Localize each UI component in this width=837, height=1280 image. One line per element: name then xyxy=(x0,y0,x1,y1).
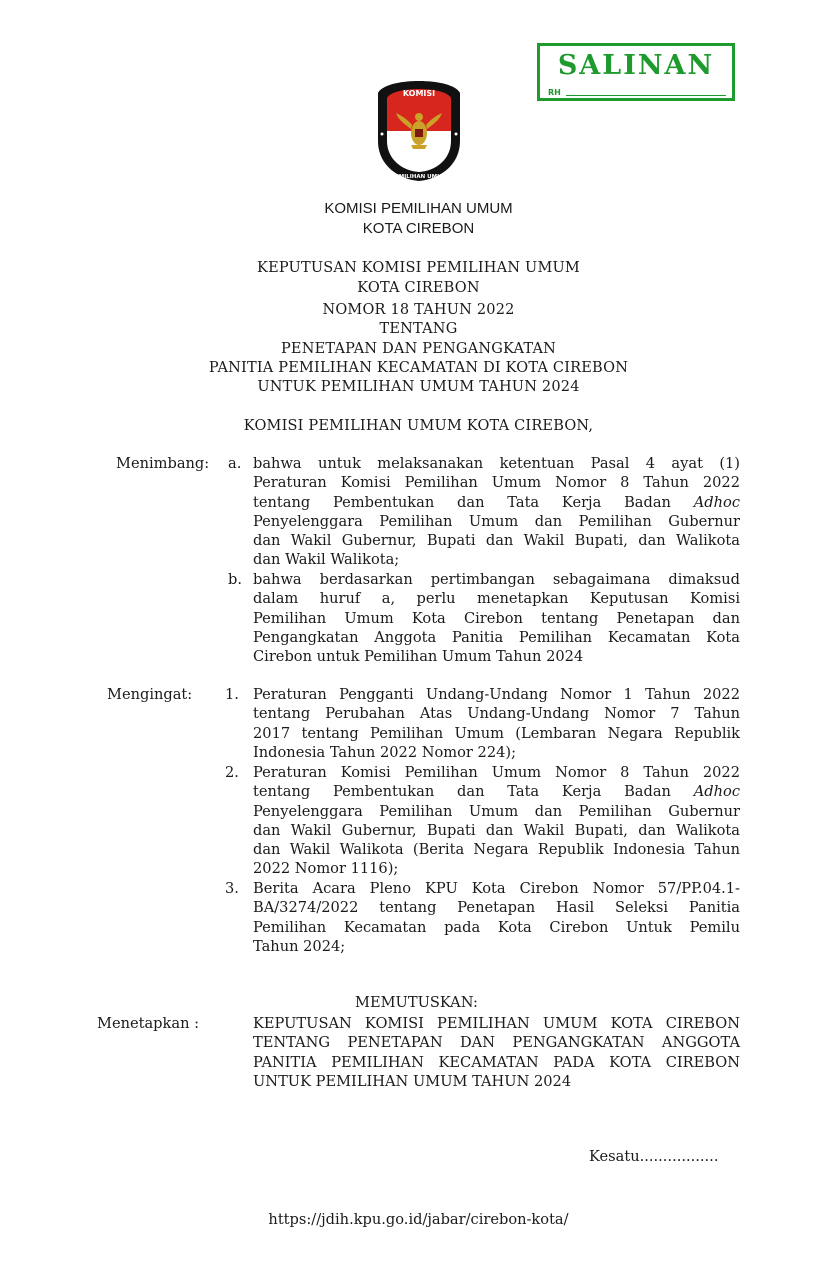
stamp-signature-line xyxy=(566,95,726,96)
text-line: 2022 Nomor 1116); xyxy=(253,860,399,878)
decree-number: NOMOR 18 TAHUN 2022 xyxy=(322,302,515,318)
stamp-text: SALINAN xyxy=(557,50,715,81)
issuing-authority: KOMISI PEMILIHAN UMUM KOTA CIREBON, xyxy=(243,418,594,434)
text-line: Penyelenggara Pemilihan Umum dan Pemilihan Gubernur xyxy=(253,512,740,530)
text-line: dan Wakil Gubernur, Bupati dan Wakil Bupati, dan Walikota xyxy=(253,821,740,839)
footer-url-link[interactable]: https://jdih.kpu.go.id/jabar/cirebon-kota/ xyxy=(268,1211,569,1228)
item-marker: 1. xyxy=(225,686,239,703)
item-marker: 2. xyxy=(225,764,239,781)
decree-title-line: PENETAPAN DAN PENGANGKATAN xyxy=(280,341,557,357)
continuation-marker: Kesatu................. xyxy=(589,1148,719,1165)
mengingat-item-3 xyxy=(253,879,740,956)
text-line: tentang Perubahan Atas Undang-Undang Nomor 7 Tahun xyxy=(253,705,740,723)
italic-term: Adhoc xyxy=(693,783,740,801)
mengingat-item-2 xyxy=(253,763,740,879)
memutuskan-heading: MEMUTUSKAN: xyxy=(355,994,478,1011)
item-marker: b. xyxy=(228,571,242,588)
menimbang-item-a xyxy=(253,454,740,570)
institution-city: KOTA CIREBON xyxy=(362,220,475,237)
menetapkan-text xyxy=(253,1014,740,1091)
text-line: Indonesia Tahun 2022 Nomor 224); xyxy=(253,743,517,761)
decree-title-line: KOTA CIREBON xyxy=(357,280,480,296)
logo-top-text: KOMISI xyxy=(402,89,436,98)
menimbang-item-b xyxy=(253,570,740,666)
kpu-logo xyxy=(376,79,462,183)
text-line: BA/3274/2022 tentang Penetapan Hasil Seleksi Panitia xyxy=(253,899,740,917)
decree-title-line: UNTUK PEMILIHAN UMUM TAHUN 2024 xyxy=(257,379,580,395)
text-line: dan Wakil Gubernur, Bupati dan Wakil Bupati, dan Walikota xyxy=(253,532,740,550)
text-line: Pemilihan Umum Kota Cirebon tentang Penetapan dan xyxy=(253,609,740,627)
stamp-initials: RH xyxy=(548,88,561,97)
decree-title-line: PANITIA PEMILIHAN KECAMATAN DI KOTA CIREBON xyxy=(208,360,629,376)
text-line: Peraturan Komisi Pemilihan Umum Nomor 8 Tahun 2022 xyxy=(253,474,740,492)
mengingat-label: Mengingat: xyxy=(107,686,193,703)
text-line: bahwa untuk melaksanakan ketentuan Pasal 4 ayat (1) xyxy=(253,455,740,472)
text-line: tentang Pembentukan dan Tata Kerja Badan Adhoc xyxy=(253,783,740,801)
text-line: Peraturan Komisi Pemilihan Umum Nomor 8 Tahun 2022 xyxy=(253,764,740,781)
text-line: Pengangkatan Anggota Panitia Pemilihan Kecamatan Kota xyxy=(253,628,740,646)
text-line: dan Wakil Walikota; xyxy=(253,551,400,569)
salinan-stamp xyxy=(537,43,735,101)
menetapkan-label: Menetapkan : xyxy=(97,1015,200,1032)
text-line: UNTUK PEMILIHAN UMUM TAHUN 2024 xyxy=(253,1072,572,1090)
text-line: dalam huruf a, perlu menetapkan Keputusan Komisi xyxy=(253,590,740,608)
text-line: Cirebon untuk Pemilihan Umum Tahun 2024 xyxy=(253,648,584,666)
decree-title-line: TENTANG xyxy=(379,321,458,337)
item-marker: a. xyxy=(228,455,242,472)
logo-bottom-text: PEMILIHAN UMUM xyxy=(390,174,448,180)
text-line: dan Wakil Walikota (Berita Negara Republik Indonesia Tahun xyxy=(253,841,740,859)
item-marker: 3. xyxy=(225,880,239,897)
text-line: tentang Pembentukan dan Tata Kerja Badan Adhoc xyxy=(253,493,740,511)
institution-name: KOMISI PEMILIHAN UMUM xyxy=(324,200,513,217)
text-line: TENTANG PENETAPAN DAN PENGANGKATAN ANGGOTA xyxy=(253,1034,740,1052)
text-line: Berita Acara Pleno KPU Kota Cirebon Nomor 57/PP.04.1- xyxy=(253,880,740,897)
mengingat-item-1 xyxy=(253,685,740,762)
italic-term: Adhoc xyxy=(693,493,740,511)
text-line: Penyelenggara Pemilihan Umum dan Pemilihan Gubernur xyxy=(253,802,740,820)
text-line: Peraturan Pengganti Undang-Undang Nomor 1 Tahun 2022 xyxy=(253,686,740,703)
decree-title-line: KEPUTUSAN KOMISI PEMILIHAN UMUM xyxy=(257,260,580,276)
text-line: 2017 tentang Pemilihan Umum (Lembaran Negara Republik xyxy=(253,724,740,742)
text-line: Tahun 2024; xyxy=(253,937,346,955)
text-line: PANITIA PEMILIHAN KECAMATAN PADA KOTA CIREBON xyxy=(253,1053,740,1071)
text-line: KEPUTUSAN KOMISI PEMILIHAN UMUM KOTA CIREBON xyxy=(253,1015,740,1032)
text-line: bahwa berdasarkan pertimbangan sebagaimana dimaksud xyxy=(253,571,740,588)
text-line: Pemilihan Kecamatan pada Kota Cirebon Untuk Pemilu xyxy=(253,918,740,936)
menimbang-label: Menimbang: xyxy=(116,455,210,472)
